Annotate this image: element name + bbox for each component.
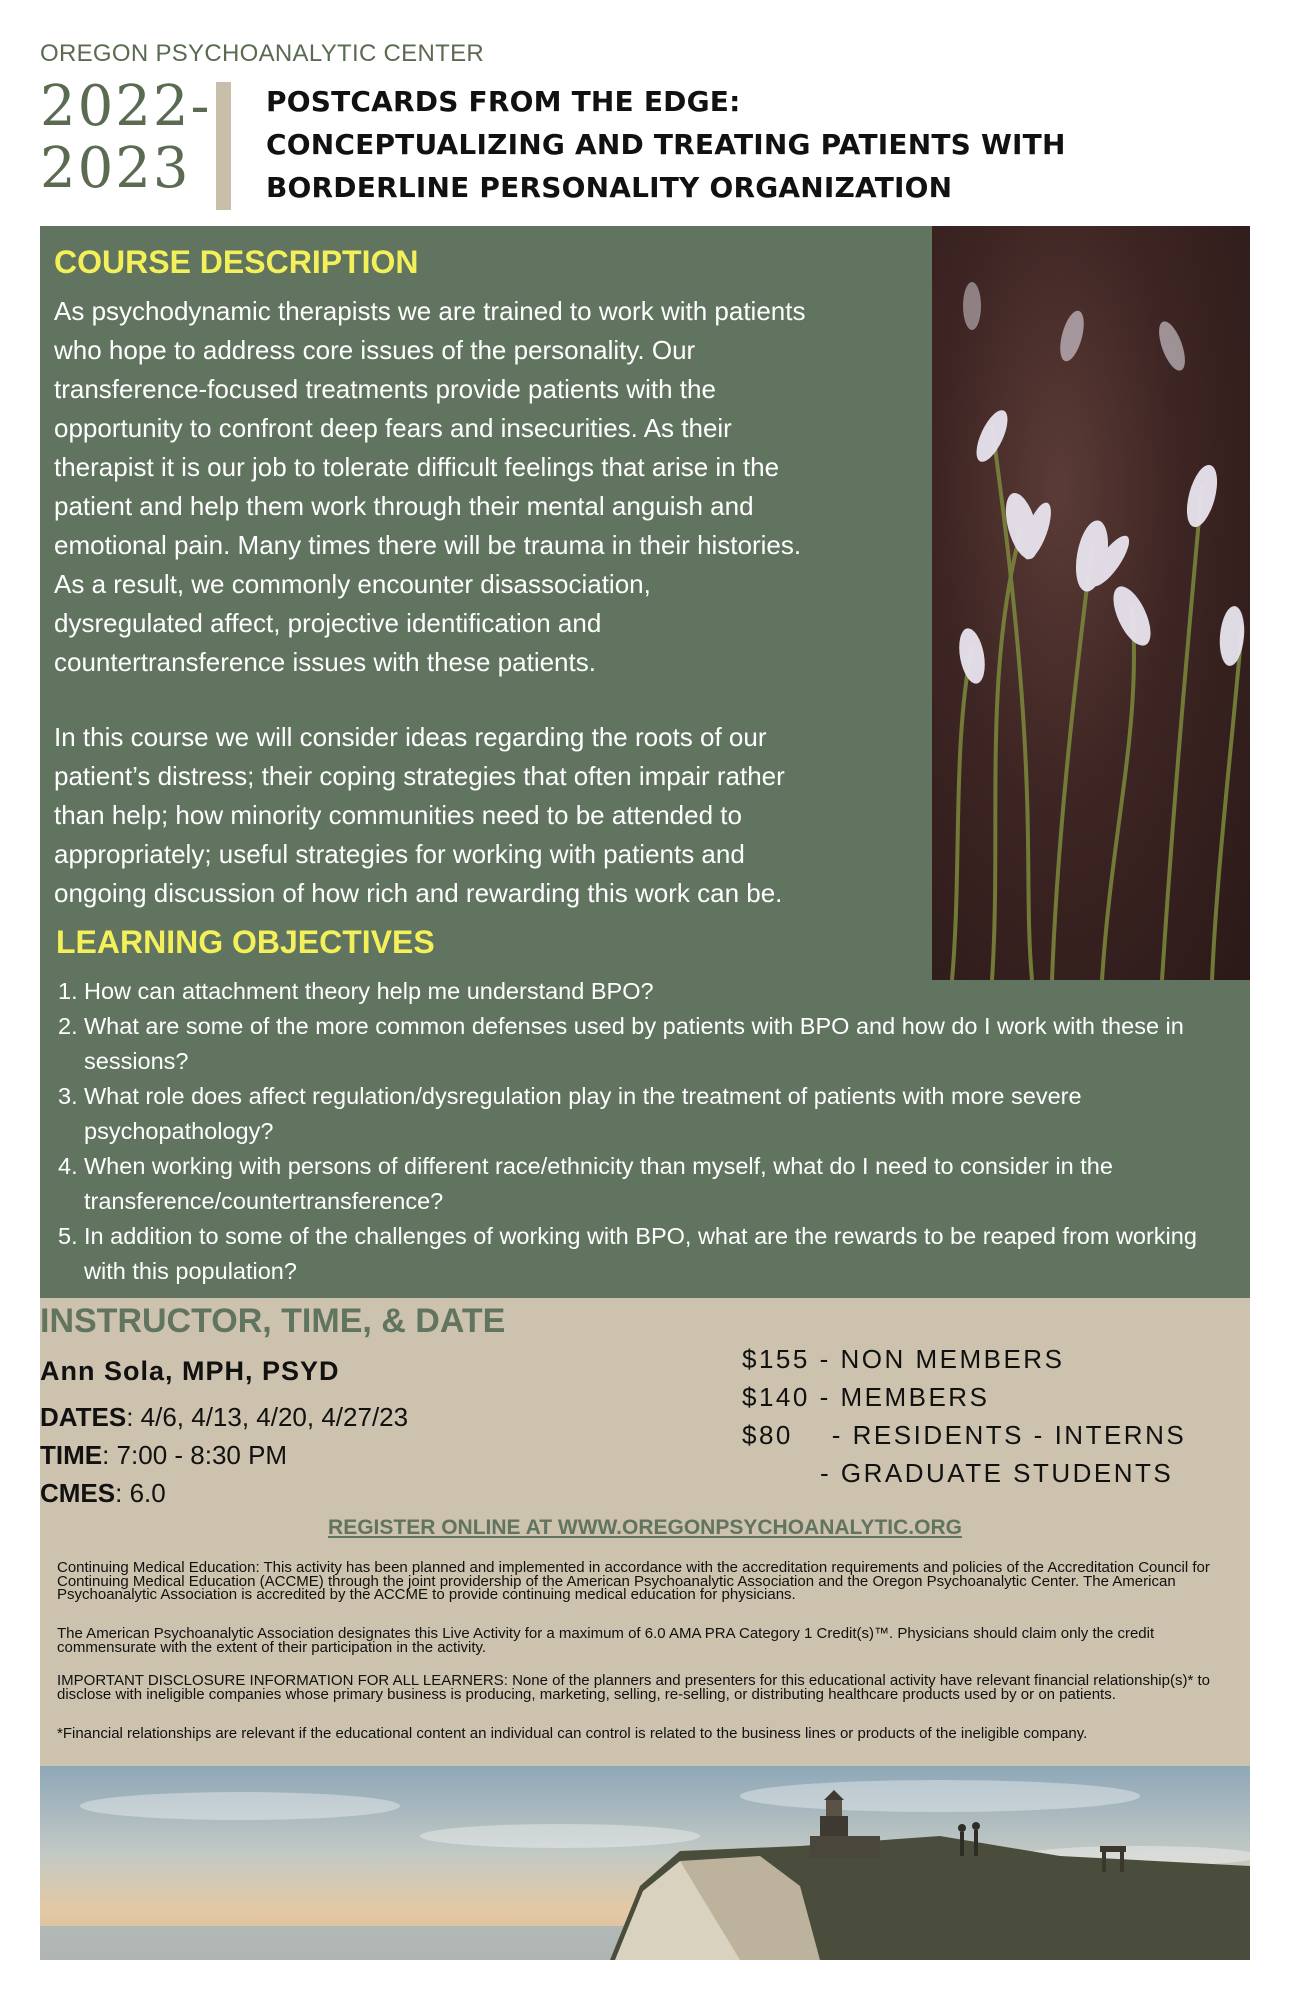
objective-item: 1. How can attachment theory help me understand BPO?	[58, 978, 654, 1004]
price-members: $140 - MEMBERS	[742, 1382, 990, 1412]
objective-item: 5. In addition to some of the challenges of working with BPO, what are the rewards to be reaped from working with this population?	[58, 1223, 1197, 1284]
year-line-1: 2022-	[40, 74, 212, 139]
course-description-paragraph-1: As psychodynamic therapists we are trained to work with patients who hope to address core issues of the personality. Our transference-focused treatments provide patients with the opportunity to confront deep fears and insecurities. As their therapist it is our job to tolerate difficult feelings that arise in the patient and help them work through their mental anguish and emotional pain. Many times there will be trauma in their histories. As a result, we commonly encounter disassociation, dysregulated affect, projective identification and countertransference issues with these patients.	[54, 296, 806, 677]
title-line-3: BORDERLINE PERSONALITY ORGANIZATION	[266, 171, 953, 204]
course-description-heading: COURSE DESCRIPTION	[54, 244, 419, 280]
title-line-2: CONCEPTUALIZING AND TREATING PATIENTS WITH	[266, 128, 1066, 161]
register-link[interactable]: REGISTER ONLINE AT WWW.OREGONPSYCHOANALYTIC.ORG	[328, 1516, 962, 1539]
learning-objectives-heading: LEARNING OBJECTIVES	[56, 924, 435, 960]
objective-item: 2. What are some of the more common defenses used by patients with BPO and how do I work with these in sessions?	[58, 1013, 1184, 1074]
course-title	[266, 80, 1266, 209]
objective-item: 4. When working with persons of different race/ethnicity than myself, what do I need to consider in the transference/countertransference?	[58, 1153, 1113, 1214]
instructor-heading: INSTRUCTOR, TIME, & DATE	[40, 1302, 506, 1340]
price-residents: $80 - RESIDENTS - INTERNS	[742, 1420, 1187, 1450]
lighthouse-cliff-photo	[40, 1766, 1250, 1960]
cme-statement: Continuing Medical Education: This activity has been planned and implemented in accordance with the accreditation requirements and policies of the Accreditation Council for Continuing Medical Education (ACCME) through the joint providership of the American Psychoanalytic Association and the Oregon Psychoanalytic Center. The American Psychoanalytic Association is accredited by the ACCME to provide continuing medical education for physicians.	[57, 1559, 1210, 1603]
instructor-name: Ann Sola, MPH, PSYD	[40, 1356, 340, 1386]
course-description-paragraph-2: In this course we will consider ideas regarding the roots of our patient’s distress; their coping strategies that often impair rather than help; how minority communities need to be attended to appropriately; useful strategies for working with patients and ongoing discussion of how rich and rewarding this work can be.	[54, 722, 785, 908]
academic-year	[40, 76, 220, 200]
disclosure-statement: IMPORTANT DISCLOSURE INFORMATION FOR ALL LEARNERS: None of the planners and presenters for this educational activity have relevant financial relationship(s)* to disclose with ineligible companies whose primary business is producing, marketing, selling, re-selling, or distributing healthcare products used by or on patients.	[57, 1672, 1210, 1703]
learning-objectives-list	[58, 974, 1218, 1289]
apsa-statement: The American Psychoanalytic Association designates this Live Activity for a maximum of 6.0 AMA PRA Category 1 Credit(s)™. Physicians should claim only the credit commensurate with the extent of their participation in the activity.	[57, 1625, 1155, 1656]
time-line: TIME: 7:00 - 8:30 PM	[40, 1440, 288, 1470]
snowdrop-flowers-photo	[932, 226, 1250, 980]
organization-name: OREGON PSYCHOANALYTIC CENTER	[40, 40, 485, 67]
year-line-2: 2023	[40, 136, 191, 201]
cmes-line: CMES: 6.0	[40, 1478, 166, 1508]
objective-item: 3. What role does affect regulation/dysregulation play in the treatment of patients with more severe psychopathology?	[58, 1083, 1082, 1144]
dates-line: DATES: 4/6, 4/13, 4/20, 4/27/23	[40, 1402, 409, 1432]
price-non-members: $155 - NON MEMBERS	[742, 1344, 1065, 1374]
financial-footnote: *Financial relationships are relevant if the educational content an individual can control is related to the business lines or products of the ineligible company.	[57, 1725, 1088, 1742]
price-graduate-students: - GRADUATE STUDENTS	[820, 1458, 1174, 1488]
title-line-1: POSTCARDS FROM THE EDGE:	[266, 85, 741, 118]
year-divider-bar	[216, 82, 231, 210]
